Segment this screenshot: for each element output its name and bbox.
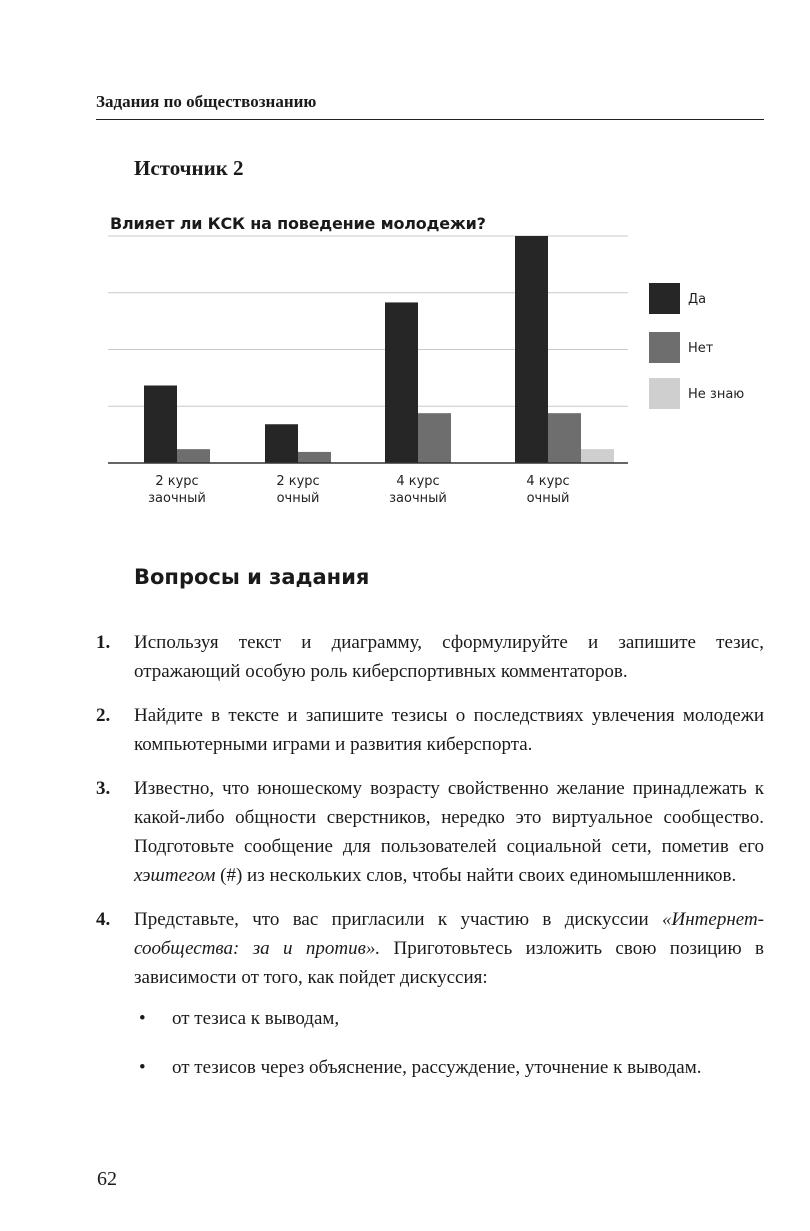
legend-swatch [649, 283, 680, 314]
bar-chart [0, 0, 810, 560]
task-text-part: Приготовьтесь изложить свою позицию в зависимости от того, как пойдет дискуссия: [134, 938, 764, 988]
bar-yes [265, 424, 298, 463]
legend-label: Не знаю [688, 387, 745, 402]
bullet-list [134, 1004, 764, 1082]
task-number: 1. [96, 632, 111, 653]
bar-no [298, 452, 331, 463]
legend-swatch [649, 378, 680, 409]
x-tick-label: 4 курс заочный [389, 474, 447, 506]
section-title: Вопросы и задания [134, 565, 370, 589]
chart-title: Влияет ли КСК на поведение молодежи? [110, 214, 486, 233]
bullet-item [134, 1004, 764, 1033]
bullet-text: от тезиса к выводам, [172, 1008, 340, 1029]
task-number: 4. [96, 909, 111, 930]
task-text [134, 774, 764, 890]
legend-swatch [649, 332, 680, 363]
task-item [96, 628, 764, 686]
task-text-italic: «Интернет-сообщества: за и против». [134, 909, 764, 959]
x-tick-label: 4 курс очный [526, 474, 570, 506]
bar-no [177, 449, 210, 463]
legend-label: Да [688, 292, 707, 307]
x-tick-label: 2 курс заочный [148, 474, 206, 506]
bar-yes [515, 236, 548, 463]
bar-dont-know [581, 449, 614, 463]
bullet-dot-icon: • [139, 1008, 146, 1029]
bar-yes [385, 302, 418, 463]
bar-no [548, 413, 581, 463]
bullet-text: от тезисов через объяснение, рассуждение, уточнение к выводам. [172, 1057, 702, 1078]
x-tick-label: 2 курс очный [276, 474, 320, 506]
bar-yes [144, 385, 177, 463]
task-item [96, 905, 764, 1082]
page-number: 62 [97, 1168, 117, 1190]
task-text-italic: хэштегом [134, 865, 216, 886]
task-text-part: Представьте, что вас пригласили к участию в дискуссии [134, 909, 663, 930]
source-title: Источник 2 [134, 156, 244, 180]
task-text-part: Известно, что юношескому возрасту свойственно желание принадлежать к какой-либо общности сверстников, нередко это виртуальное сообщество. Подготовьте сообщение для пользователей социальной сети, пометив его [134, 778, 764, 857]
task-item [96, 774, 764, 890]
task-number: 3. [96, 778, 111, 799]
task-number: 2. [96, 705, 111, 726]
bullet-item [134, 1053, 764, 1082]
task-text: Найдите в тексте и запишите тезисы о последствиях увлечения молодежи компьютерными играми и развития киберспорта. [134, 705, 764, 755]
task-list [96, 628, 764, 1102]
legend-label: Нет [688, 341, 714, 356]
running-head: Задания по обществознанию [96, 92, 317, 111]
task-text [134, 905, 764, 992]
task-text: Используя текст и диаграмму, сформулируйте и запишите тезис, отражающий особую роль киберспортивных комментаторов. [134, 632, 764, 682]
task-item [96, 701, 764, 759]
task-text-part: (#) из нескольких слов, чтобы найти своих единомышленников. [215, 865, 737, 886]
bar-no [418, 413, 451, 463]
bullet-dot-icon: • [139, 1057, 146, 1078]
